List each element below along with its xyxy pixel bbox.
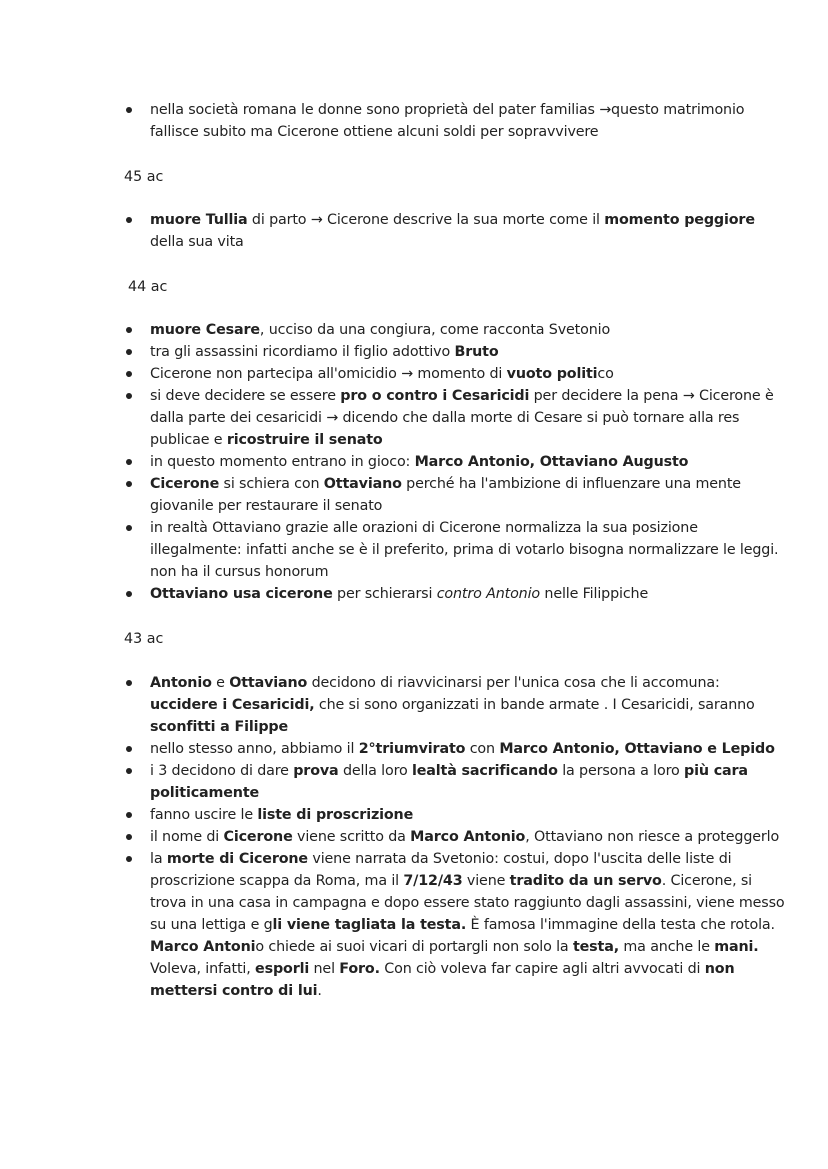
bold-text: momento peggiore: [604, 212, 755, 228]
bold-text: ricostruire il senato: [226, 432, 383, 448]
list-item: Cicerone si schiera con Ottaviano perché ha l'ambizione di influenzare una mente giovanile per restaurare il senato: [0, 473, 828, 517]
bold-text: Cicerone: [150, 476, 220, 492]
list-item: nella società romana le donne sono proprietà del pater familias →questo matrimonio fallisce subito ma Cicerone ottiene alcuni soldi per sopravvivere: [0, 99, 828, 143]
list-item: muore Tullia di parto → Cicerone descrive la sua morte come il momento peggiore della sua vita: [0, 209, 828, 253]
list-item: Ottaviano usa cicerone per schierarsi contro Antonio nelle Filippiche: [0, 583, 828, 605]
bold-text: lealtà sacrificando: [412, 763, 558, 779]
bold-text: Ottaviano: [229, 675, 308, 691]
bold-text: morte di Cicerone: [166, 851, 308, 867]
bold-text: esporli: [255, 961, 310, 977]
bullet-list-1: [0, 99, 828, 143]
bullet-dot: [126, 768, 132, 774]
bullet-list-3: [0, 319, 828, 605]
list-item: Cicerone non partecipa all'omicidio → momento di vuoto politico: [0, 363, 828, 385]
bold-text: 2°triumvirato: [358, 741, 466, 757]
bullet-list-2: [0, 209, 828, 253]
bold-text: prova: [293, 763, 339, 779]
list-item: il nome di Cicerone viene scritto da Marco Antonio, Ottaviano non riesce a proteggerlo: [0, 826, 828, 848]
bold-text: più cara politicamente: [150, 763, 748, 801]
bold-text: tradito da un servo: [509, 873, 662, 889]
bold-text: liste di proscrizione: [257, 807, 414, 823]
year-heading-43: 43 ac: [124, 631, 164, 647]
list-item: muore Cesare, ucciso da una congiura, come racconta Svetonio: [0, 319, 828, 341]
bullet-list-4: [0, 672, 828, 1002]
bold-text: sconfitti a Filippe: [150, 719, 289, 735]
bold-text: Foro.: [339, 961, 380, 977]
bold-text: Marco Antonio, Ottaviano Augusto: [414, 454, 689, 470]
bullet-dot: [126, 525, 132, 531]
bold-text: vuoto politi: [506, 366, 598, 382]
bold-text: mani.: [714, 939, 759, 955]
bullet-dot: [126, 459, 132, 465]
italic-text: contro Antonio: [436, 586, 541, 602]
bullet-dot: [126, 834, 132, 840]
bold-text: Bruto: [454, 344, 499, 360]
bullet-dot: [126, 349, 132, 355]
bold-text: non mettersi contro di lui: [150, 961, 735, 999]
list-item: nello stesso anno, abbiamo il 2°triumvirato con Marco Antonio, Ottaviano e Lepido: [0, 738, 828, 760]
bullet-dot: [126, 371, 132, 377]
year-heading-44: 44 ac: [128, 279, 168, 295]
list-item: la morte di Cicerone viene narrata da Svetonio: costui, dopo l'uscita delle liste di proscrizione scappa da Roma, ma il 7/12/43 viene tradito da un servo. Cicerone, si trova in una casa in campagna e dopo essere stato raggiunto dagli assassini, viene messo su una lettiga e gli viene tagliata la testa. È famosa l'immagine della testa che rotola. Marco Antonio chiede ai suoi vicari di portargli non solo la testa, ma anche le mani. Voleva, infatti, esporli nel Foro. Con ciò voleva far capire agli altri avvocati di non mettersi contro di lui.: [0, 848, 828, 1002]
bold-text: uccidere i Cesaricidi,: [150, 697, 315, 713]
bold-text: Marco Antoni: [150, 939, 256, 955]
bold-text: Ottaviano usa cicerone: [150, 586, 333, 602]
list-item: in realtà Ottaviano grazie alle orazioni di Cicerone normalizza la sua posizione illegalmente: infatti anche se è il preferito, prima di votarlo bisogna normalizzare le leggi. non ha il cursus honorum: [0, 517, 828, 583]
list-item: tra gli assassini ricordiamo il figlio adottivo Bruto: [0, 341, 828, 363]
bullet-dot: [126, 856, 132, 862]
bold-text: Antonio: [150, 675, 212, 691]
bold-text: muore Tullia: [150, 212, 248, 228]
list-item: fanno uscire le liste di proscrizione: [0, 804, 828, 826]
bullet-dot: [126, 591, 132, 597]
bullet-dot: [126, 107, 132, 113]
list-item: in questo momento entrano in gioco: Marco Antonio, Ottaviano Augusto: [0, 451, 828, 473]
bold-text: muore Cesare: [150, 322, 260, 338]
year-heading-45: 45 ac: [124, 169, 164, 185]
bold-text: 7/12/43: [403, 873, 463, 889]
bullet-dot: [126, 746, 132, 752]
bullet-dot: [126, 812, 132, 818]
bullet-dot: [126, 327, 132, 333]
bullet-dot: [126, 680, 132, 686]
bold-text: testa,: [572, 939, 620, 955]
bullet-dot: [126, 481, 132, 487]
bullet-dot: [126, 393, 132, 399]
list-item: i 3 decidono di dare prova della loro lealtà sacrificando la persona a loro più cara politicamente: [0, 760, 828, 804]
bold-text: Marco Antonio, Ottaviano e Lepido: [499, 741, 775, 757]
bold-text: li viene tagliata la testa.: [272, 917, 467, 933]
bold-text: pro o contro i Cesaricidi: [340, 388, 530, 404]
list-item: Antonio e Ottaviano decidono di riavvicinarsi per l'unica cosa che li accomuna: uccidere i Cesaricidi, che si sono organizzati in bande armate . I Cesaricidi, saranno sconfitti a Filippe: [0, 672, 828, 738]
bold-text: Cicerone: [223, 829, 293, 845]
bold-text: Ottaviano: [323, 476, 402, 492]
list-item: si deve decidere se essere pro o contro i Cesaricidi per decidere la pena → Cicerone è dalla parte dei cesaricidi → dicendo che dalla morte di Cesare si può tornare alla res publicae e ricostruire il senato: [0, 385, 828, 451]
bold-text: Marco Antonio: [410, 829, 526, 845]
bullet-dot: [126, 217, 132, 223]
